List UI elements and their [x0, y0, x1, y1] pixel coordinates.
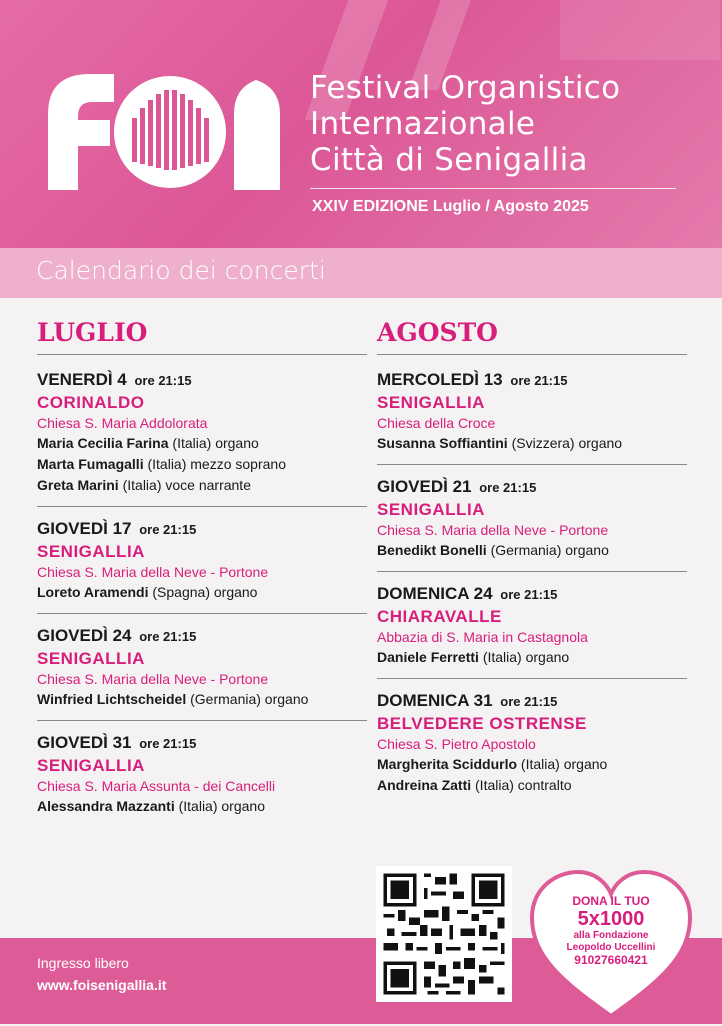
performer-name: Daniele Ferretti [377, 649, 479, 665]
event-time: ore 21:15 [510, 373, 568, 388]
event-town: SENIGALLIA [377, 393, 485, 412]
concert-event [377, 690, 687, 806]
event-town: BELVEDERE OSTRENSE [377, 714, 587, 733]
event-venue: Chiesa S. Maria della Neve - Portone [37, 671, 269, 687]
event-town: SENIGALLIA [377, 500, 485, 519]
concert-event [37, 369, 367, 507]
performer [377, 775, 687, 796]
performer-role: (Italia) mezzo soprano [143, 456, 286, 472]
performer-name: Andreina Zatti [377, 777, 472, 793]
footer-info [37, 952, 166, 996]
event-venue: Chiesa S. Maria Assunta - dei Cancelli [37, 778, 276, 794]
event-date [37, 625, 367, 648]
performer-name: Alessandra Mazzanti [37, 798, 175, 814]
concert-event [377, 476, 687, 572]
foi-logo [48, 74, 280, 190]
concert-event [377, 369, 687, 465]
event-day: MERCOLEDÌ 13 [377, 370, 503, 389]
event-day: GIOVEDÌ 17 [37, 519, 132, 538]
event-date [377, 476, 687, 499]
performer-role: (Italia) organo [168, 435, 259, 451]
event-day: GIOVEDÌ 24 [37, 626, 132, 645]
background-shape [560, 0, 720, 60]
concert-event [377, 583, 687, 679]
title-line: Città di Senigallia [310, 142, 588, 178]
performer-role: (Italia) organo [174, 798, 265, 814]
performer-role: (Italia) contralto [471, 777, 572, 793]
event-venue: Chiesa S. Pietro Apostolo [377, 736, 536, 752]
performer [37, 796, 367, 817]
performer [37, 582, 367, 603]
event-day: VENERDÌ 4 [37, 370, 127, 389]
donation-line: alla Fondazione [573, 930, 649, 941]
performer-name: Greta Marini [37, 477, 119, 493]
event-day: GIOVEDÌ 31 [37, 733, 132, 752]
performer [37, 454, 367, 475]
event-date [377, 583, 687, 606]
event-town: SENIGALLIA [37, 649, 145, 668]
performer [37, 475, 367, 496]
donation-line: DONA IL TUO [572, 894, 650, 908]
event-venue: Chiesa S. Maria della Neve - Portone [377, 522, 609, 538]
calendar-title: Calendario dei concerti [36, 256, 326, 285]
event-day: GIOVEDÌ 21 [377, 477, 472, 496]
performer-role: (Italia) voce narrante [118, 477, 251, 493]
performer-role: (Italia) organo [517, 756, 608, 772]
month-column-luglio [37, 318, 367, 838]
event-town: CHIARAVALLE [377, 607, 502, 626]
performer-name: Loreto Aramendi [37, 584, 149, 600]
event-town: SENIGALLIA [37, 542, 145, 561]
performer-name: Margherita Sciddurlo [377, 756, 518, 772]
header-divider [310, 188, 676, 189]
website-link[interactable]: www.foisenigallia.it [37, 977, 167, 993]
event-time: ore 21:15 [139, 736, 197, 751]
performer-name: Susanna Soffiantini [377, 435, 508, 451]
event-day: DOMENICA 24 [377, 584, 493, 603]
performer-role: (Italia) organo [478, 649, 570, 665]
event-date [377, 369, 687, 392]
performer-name: Winfried Lichtscheidel [37, 691, 187, 707]
event-venue: Abbazia di S. Maria in Castagnola [377, 629, 588, 645]
month-heading: LUGLIO [37, 318, 367, 355]
event-venue: Chiesa S. Maria della Neve - Portone [37, 564, 269, 580]
donation-amount: 5x1000 [577, 908, 645, 930]
event-town: CORINALDO [37, 393, 145, 412]
performer-name: Maria Cecilia Farina [37, 435, 169, 451]
free-entry-label: Ingresso libero [37, 955, 129, 971]
performer-role: (Svizzera) organo [507, 435, 623, 451]
event-time: ore 21:15 [479, 480, 537, 495]
donation-line: Leopoldo Uccellini [566, 942, 656, 953]
event-time: ore 21:15 [134, 373, 192, 388]
performer [377, 754, 687, 775]
event-date [37, 518, 367, 541]
festival-title [310, 70, 620, 178]
event-date [377, 690, 687, 713]
performer-role: (Spagna) organo [148, 584, 258, 600]
qr-code[interactable] [376, 866, 512, 1002]
calendar-band [0, 248, 722, 298]
event-day: DOMENICA 31 [377, 691, 493, 710]
performer [377, 433, 687, 454]
concert-event [37, 732, 367, 827]
performer-role: (Germania) organo [186, 691, 309, 707]
month-column-agosto [377, 318, 687, 817]
title-line: Festival Organistico [310, 70, 621, 106]
concert-event [37, 518, 367, 614]
event-venue: Chiesa della Croce [377, 415, 496, 431]
event-time: ore 21:15 [139, 629, 197, 644]
event-venue: Chiesa S. Maria Addolorata [37, 415, 208, 431]
event-town: SENIGALLIA [37, 756, 145, 775]
performer [37, 433, 367, 454]
performer-role: (Germania) organo [486, 542, 609, 558]
event-time: ore 21:15 [500, 694, 558, 709]
performer [377, 647, 687, 668]
edition-label: XXIV EDIZIONE Luglio / Agosto 2025 [312, 198, 589, 215]
event-time: ore 21:15 [500, 587, 558, 602]
event-date [37, 369, 367, 392]
performer-name: Marta Fumagalli [37, 456, 144, 472]
concert-event [37, 625, 367, 721]
performer [37, 689, 367, 710]
event-time: ore 21:15 [139, 522, 197, 537]
performer [377, 540, 687, 561]
header-banner [0, 0, 722, 248]
performer-name: Benedikt Bonelli [377, 542, 487, 558]
donation-code: 91027660421 [574, 953, 648, 967]
month-heading: AGOSTO [377, 318, 687, 355]
donation-text [526, 894, 696, 966]
title-line: Internazionale [310, 106, 536, 142]
event-date [37, 732, 367, 755]
